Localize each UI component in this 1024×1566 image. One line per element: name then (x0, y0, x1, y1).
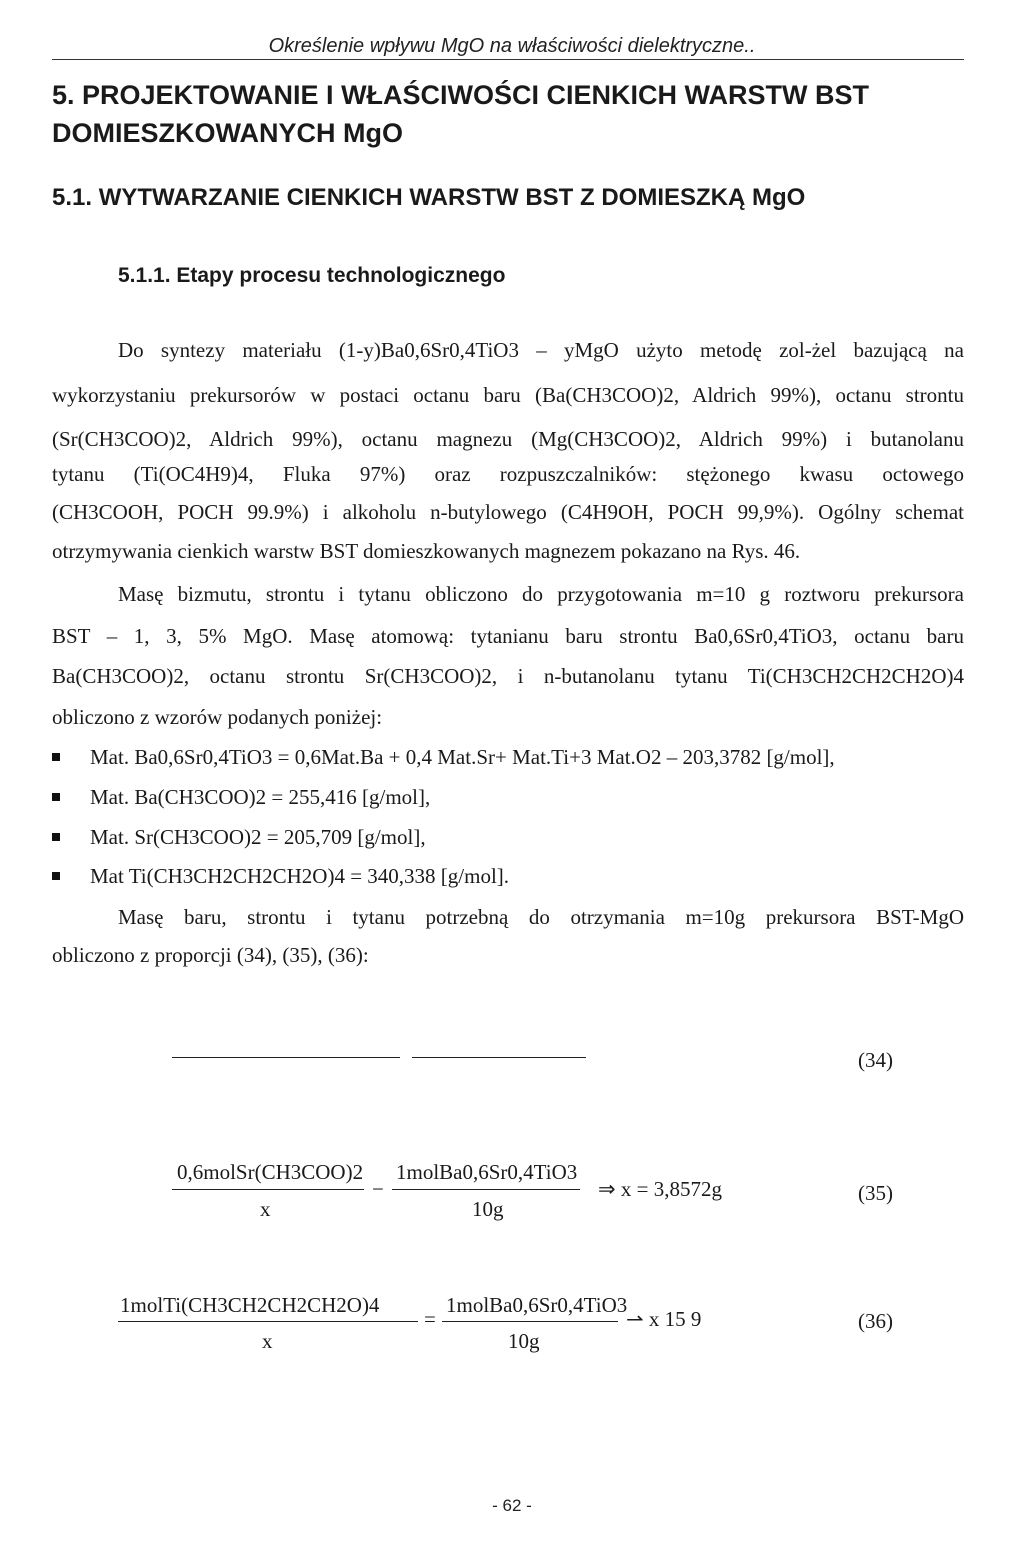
equation-36-fraction-left (118, 1321, 418, 1322)
paragraph-line: Masę baru, strontu i tytanu potrzebną do otrzymania m=10g prekursora BST-MgO (118, 905, 964, 929)
formula-bullet: Mat Ti(CH3CH2CH2CH2O)4 = 340,338 [g/mol]. (52, 864, 509, 889)
equation-35-fraction-right (392, 1189, 580, 1190)
paragraph-line: wykorzystaniu prekursorów w postaci octanu baru (Ba(CH3COO)2, Aldrich 99%), octanu strontu (52, 383, 964, 407)
paragraph-line: obliczono z wzorów podanych poniżej: (52, 705, 383, 729)
formula-bullet: Mat. Sr(CH3COO)2 = 205,709 [g/mol], (52, 825, 426, 850)
paragraph-line: otrzymywania cienkich warstw BST domieszkowanych magnezem pokazano na Rys. 46. (52, 539, 801, 563)
paragraph-line: Ba(CH3COO)2, octanu strontu Sr(CH3COO)2, i n-butanolanu tytanu Ti(CH3CH2CH2CH2O)4 (52, 664, 964, 688)
paragraph-line: BST – 1, 3, 5% MgO. Masę atomową: tytanianu baru strontu Ba0,6Sr0,4TiO3, octanu baru (52, 624, 964, 648)
paragraph-line: (Sr(CH3COO)2, Aldrich 99%), octanu magnezu (Mg(CH3COO)2, Aldrich 99%) i butanolanu (52, 427, 964, 451)
section-heading: 5.1. WYTWARZANIE CIENKICH WARSTW BST Z DOMIESZKĄ MgO (52, 184, 806, 211)
bullet-icon (52, 833, 60, 841)
equation-36-numerator-right: 1molBa0,6Sr0,4TiO3 (446, 1293, 628, 1317)
equation-36-numerator-left: 1molTi(CH3CH2CH2CH2O)4 (120, 1293, 380, 1317)
equation-34-number: (34) (858, 1048, 893, 1072)
equation-36-sign: = (424, 1307, 436, 1331)
equation-36-denominator-right: 10g (508, 1329, 540, 1353)
bullet-icon (52, 872, 60, 880)
equation-36-denominator-left: x (262, 1329, 273, 1353)
bullet-icon (52, 793, 60, 801)
equation-35-number: (35) (858, 1181, 893, 1205)
formula-bullet: Mat. Ba(CH3COO)2 = 255,416 [g/mol], (52, 785, 430, 810)
paragraph-line: (CH3COOH, POCH 99.9%) i alkoholu n-butylowego (C4H9OH, POCH 99,9%). Ogólny schemat (52, 500, 964, 524)
page-number: - 62 - (492, 1496, 532, 1515)
formula-bullet: Mat. Ba0,6Sr0,4TiO3 = 0,6Mat.Ba + 0,4 Mat.Sr+ Mat.Ti+3 Mat.O2 – 203,3782 [g/mol], (52, 745, 835, 770)
equation-35-denominator-right: 10g (472, 1197, 504, 1221)
equation-36-fraction-right (442, 1321, 618, 1322)
equation-35-fraction-left (172, 1189, 364, 1190)
equation-35-denominator-left: x (260, 1197, 271, 1221)
equation-34-rule-right (412, 1057, 586, 1058)
header-rule (52, 59, 964, 60)
equation-35-sign: − (372, 1177, 384, 1201)
paragraph-line: Masę bizmutu, strontu i tytanu obliczono do przygotowania m=10 g roztworu prekursora (118, 582, 964, 606)
equation-36-result: ⇀ x 15 9 (626, 1307, 702, 1331)
equation-34-rule-left (172, 1057, 400, 1058)
equation-35-result: ⇒ x = 3,8572g (598, 1177, 722, 1201)
equation-35-numerator-left: 0,6molSr(CH3COO)2 (177, 1160, 364, 1184)
bullet-icon (52, 753, 60, 761)
subsection-heading: 5.1.1. Etapy procesu technologicznego (118, 264, 506, 287)
equation-35-numerator-right: 1molBa0,6Sr0,4TiO3 (396, 1160, 578, 1184)
chapter-heading: 5. PROJEKTOWANIE I WŁAŚCIWOŚCI CIENKICH WARSTW BST DOMIESZKOWANYCH MgO (52, 80, 870, 148)
paragraph-line: tytanu (Ti(OC4H9)4, Fluka 97%) oraz rozpuszczalników: stężonego kwasu octowego (52, 462, 964, 486)
paragraph-line: obliczono z proporcji (34), (35), (36): (52, 943, 369, 967)
equation-36-number: (36) (858, 1309, 893, 1333)
paragraph-line: Do syntezy materiału (1-y)Ba0,6Sr0,4TiO3 – yMgO użyto metodę zol-żel bazującą na (118, 338, 964, 362)
running-header: Określenie wpływu MgO na właściwości dielektryczne.. (268, 35, 756, 57)
